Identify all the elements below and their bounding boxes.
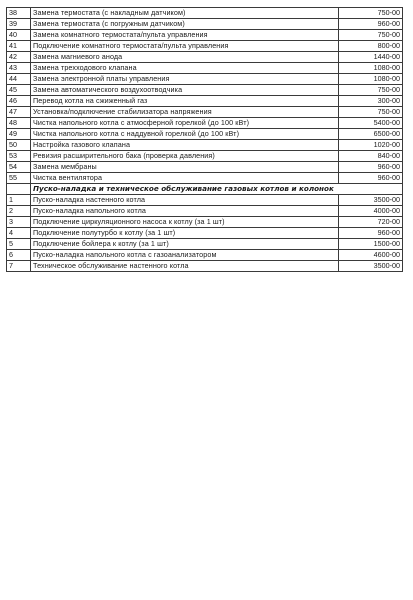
row-number: 4: [7, 228, 31, 239]
service-name: Перевод котла на сжиженный газ: [31, 96, 339, 107]
service-name: Настройка газового клапана: [31, 140, 339, 151]
table-row: [7, 118, 403, 129]
row-number: 46: [7, 96, 31, 107]
service-price: 1020-00: [339, 140, 403, 151]
service-name: Пуско-наладка напольного котла: [31, 206, 339, 217]
service-name: Чистка вентилятора: [31, 173, 339, 184]
service-price: 6500-00: [339, 129, 403, 140]
table-row: [7, 195, 403, 206]
row-number: 7: [7, 261, 31, 272]
service-price: 4600-00: [339, 250, 403, 261]
table-row: [7, 162, 403, 173]
section-title: Пуско-наладка и техническое обслуживание газовых котлов и колонок: [31, 184, 403, 195]
service-price: 1500-00: [339, 239, 403, 250]
table-row: [7, 239, 403, 250]
row-number: 49: [7, 129, 31, 140]
table-row: [7, 107, 403, 118]
row-number: 38: [7, 8, 31, 19]
row-number: 5: [7, 239, 31, 250]
service-name: Замена комнатного термостата/пульта управления: [31, 30, 339, 41]
service-name: Замена электронной платы управления: [31, 74, 339, 85]
service-price: 3500-00: [339, 195, 403, 206]
service-price: 1440-00: [339, 52, 403, 63]
table-row: [7, 74, 403, 85]
service-name: Замена трехходового клапана: [31, 63, 339, 74]
service-price: 720-00: [339, 217, 403, 228]
service-name: Замена термостата (с погружным датчиком): [31, 19, 339, 30]
row-number: 40: [7, 30, 31, 41]
service-price: 750-00: [339, 8, 403, 19]
table-row: [7, 217, 403, 228]
price-table-body-bottom: [7, 195, 403, 272]
service-name: Замена термостата (с накладным датчиком): [31, 8, 339, 19]
table-row: [7, 140, 403, 151]
row-number: 1: [7, 195, 31, 206]
table-row: [7, 52, 403, 63]
table-row: [7, 85, 403, 96]
service-name: Чистка напольного котла с атмосферной горелкой (до 100 кВт): [31, 118, 339, 129]
service-name: Пуско-наладка напольного котла с газоанализатором: [31, 250, 339, 261]
service-name: Подключение полутурбо к котлу (за 1 шт): [31, 228, 339, 239]
row-number: 2: [7, 206, 31, 217]
service-price: 750-00: [339, 30, 403, 41]
service-price: 800-00: [339, 41, 403, 52]
service-price: 840-00: [339, 151, 403, 162]
service-name: Пуско-наладка настенного котла: [31, 195, 339, 206]
table-row: [7, 250, 403, 261]
row-number: 39: [7, 19, 31, 30]
service-name: Подключение циркуляционного насоса к котлу (за 1 шт): [31, 217, 339, 228]
row-number: 3: [7, 217, 31, 228]
row-number: 43: [7, 63, 31, 74]
service-name: Техническое обслуживание настенного котла: [31, 261, 339, 272]
row-number: 55: [7, 173, 31, 184]
table-row: [7, 96, 403, 107]
service-price: 1080-00: [339, 74, 403, 85]
table-row: [7, 173, 403, 184]
table-row: [7, 41, 403, 52]
row-number: 41: [7, 41, 31, 52]
service-name: Замена магниевого анода: [31, 52, 339, 63]
service-name: Замена мембраны: [31, 162, 339, 173]
service-name: Ревизия расширительного бака (проверка давления): [31, 151, 339, 162]
price-table-body-top: [7, 8, 403, 184]
section-num-cell: [7, 184, 31, 195]
table-row: [7, 63, 403, 74]
table-row: [7, 8, 403, 19]
table-row: [7, 129, 403, 140]
table-row: [7, 19, 403, 30]
section-row: [7, 184, 403, 195]
row-number: 6: [7, 250, 31, 261]
service-name: Подключение бойлера к котлу (за 1 шт): [31, 239, 339, 250]
row-number: 53: [7, 151, 31, 162]
table-row: [7, 30, 403, 41]
table-row: [7, 261, 403, 272]
row-number: 45: [7, 85, 31, 96]
price-table: [6, 7, 403, 272]
service-price: 750-00: [339, 85, 403, 96]
service-price: 960-00: [339, 228, 403, 239]
section-header-group: [7, 184, 403, 195]
row-number: 47: [7, 107, 31, 118]
row-number: 42: [7, 52, 31, 63]
service-price: 960-00: [339, 162, 403, 173]
service-name: Подключение комнатного термостата/пульта управления: [31, 41, 339, 52]
service-price: 5400-00: [339, 118, 403, 129]
table-row: [7, 228, 403, 239]
row-number: 50: [7, 140, 31, 151]
service-name: Установка/подключение стабилизатора напряжения: [31, 107, 339, 118]
table-row: [7, 151, 403, 162]
service-price: 960-00: [339, 19, 403, 30]
service-price: 960-00: [339, 173, 403, 184]
service-name: Чистка напольного котла с наддувной горелкой (до 100 кВт): [31, 129, 339, 140]
row-number: 54: [7, 162, 31, 173]
service-name: Замена автоматического воздухоотводчика: [31, 85, 339, 96]
service-price: 3500-00: [339, 261, 403, 272]
price-list-sheet: [6, 7, 402, 272]
service-price: 300-00: [339, 96, 403, 107]
service-price: 4000-00: [339, 206, 403, 217]
table-row: [7, 206, 403, 217]
row-number: 44: [7, 74, 31, 85]
service-price: 1080-00: [339, 63, 403, 74]
row-number: 48: [7, 118, 31, 129]
service-price: 750-00: [339, 107, 403, 118]
